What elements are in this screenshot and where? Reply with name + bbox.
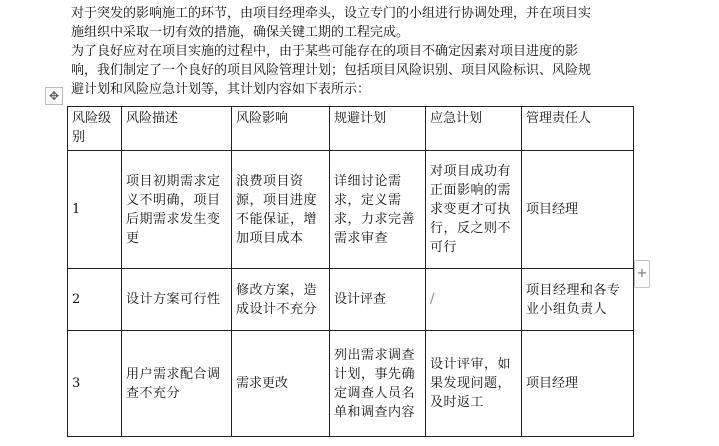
cell-impact: 浪费项目资源，项目进度不能保证，增加项目成本 <box>232 151 330 269</box>
cell-description: 设计方案可行性 <box>122 269 232 331</box>
cell-level: 3 <box>68 331 122 437</box>
table-add-column-icon[interactable]: + <box>634 260 650 288</box>
cell-impact: 修改方案，造成设计不充分 <box>232 269 330 331</box>
risk-management-table <box>67 106 634 437</box>
cell-level: 2 <box>68 269 122 331</box>
text-line: 响，我们制定了一个良好的项目风险管理计划；包括项目风险识别、项目风险标识、风险规 <box>71 63 592 78</box>
header-avoidance-plan: 规避计划 <box>330 107 426 151</box>
cell-emergency: 设计评审，如果发现问题，及时返工 <box>426 331 522 437</box>
cell-avoidance: 详细讨论需求，定义需求，力求完善需求审查 <box>330 151 426 269</box>
table-header-row <box>68 107 634 151</box>
cell-avoidance: 设计评查 <box>330 269 426 331</box>
table-move-handle-icon[interactable]: ✥ <box>45 87 63 105</box>
intro-paragraph-2 <box>71 42 641 99</box>
cell-description: 用户需求配合调查不充分 <box>122 331 232 437</box>
table-row <box>68 331 634 437</box>
cell-owner: 项目经理 <box>522 151 634 269</box>
cell-emergency: / <box>426 269 522 331</box>
text-line: 施组织中采取一切有效的措施，确保关键工期的工程完成。 <box>71 25 410 40</box>
header-emergency-plan: 应急计划 <box>426 107 522 151</box>
cell-level: 1 <box>68 151 122 269</box>
cell-emergency: 对项目成功有正面影响的需求变更才可执行，反之则不可行 <box>426 151 522 269</box>
table-row <box>68 269 634 331</box>
header-risk-level: 风险级别 <box>68 107 122 151</box>
text-line: 为了良好应对在项目实施的过程中，由于某些可能存在的项目不确定因素对项目进度的影 <box>71 44 579 59</box>
header-risk-description: 风险描述 <box>122 107 232 151</box>
cell-avoidance: 列出需求调查计划，事先确定调查人员名单和调查内容 <box>330 331 426 437</box>
text-line: 避计划和风险应急计划等，其计划内容如下表所示： <box>71 82 371 97</box>
cell-impact: 需求更改 <box>232 331 330 437</box>
header-risk-impact: 风险影响 <box>232 107 330 151</box>
cell-owner: 项目经理 <box>522 331 634 437</box>
cell-owner: 项目经理和各专业小组负责人 <box>522 269 634 331</box>
table-row <box>68 151 634 269</box>
header-owner: 管理责任人 <box>522 107 634 151</box>
cell-description: 项目初期需求定义不明确，项目后期需求发生变更 <box>122 151 232 269</box>
text-line: 对于突发的影响施工的环节，由项目经理牵头，设立专门的小组进行协调处理，并在项目实 <box>71 6 592 21</box>
intro-paragraph-1 <box>71 4 641 42</box>
